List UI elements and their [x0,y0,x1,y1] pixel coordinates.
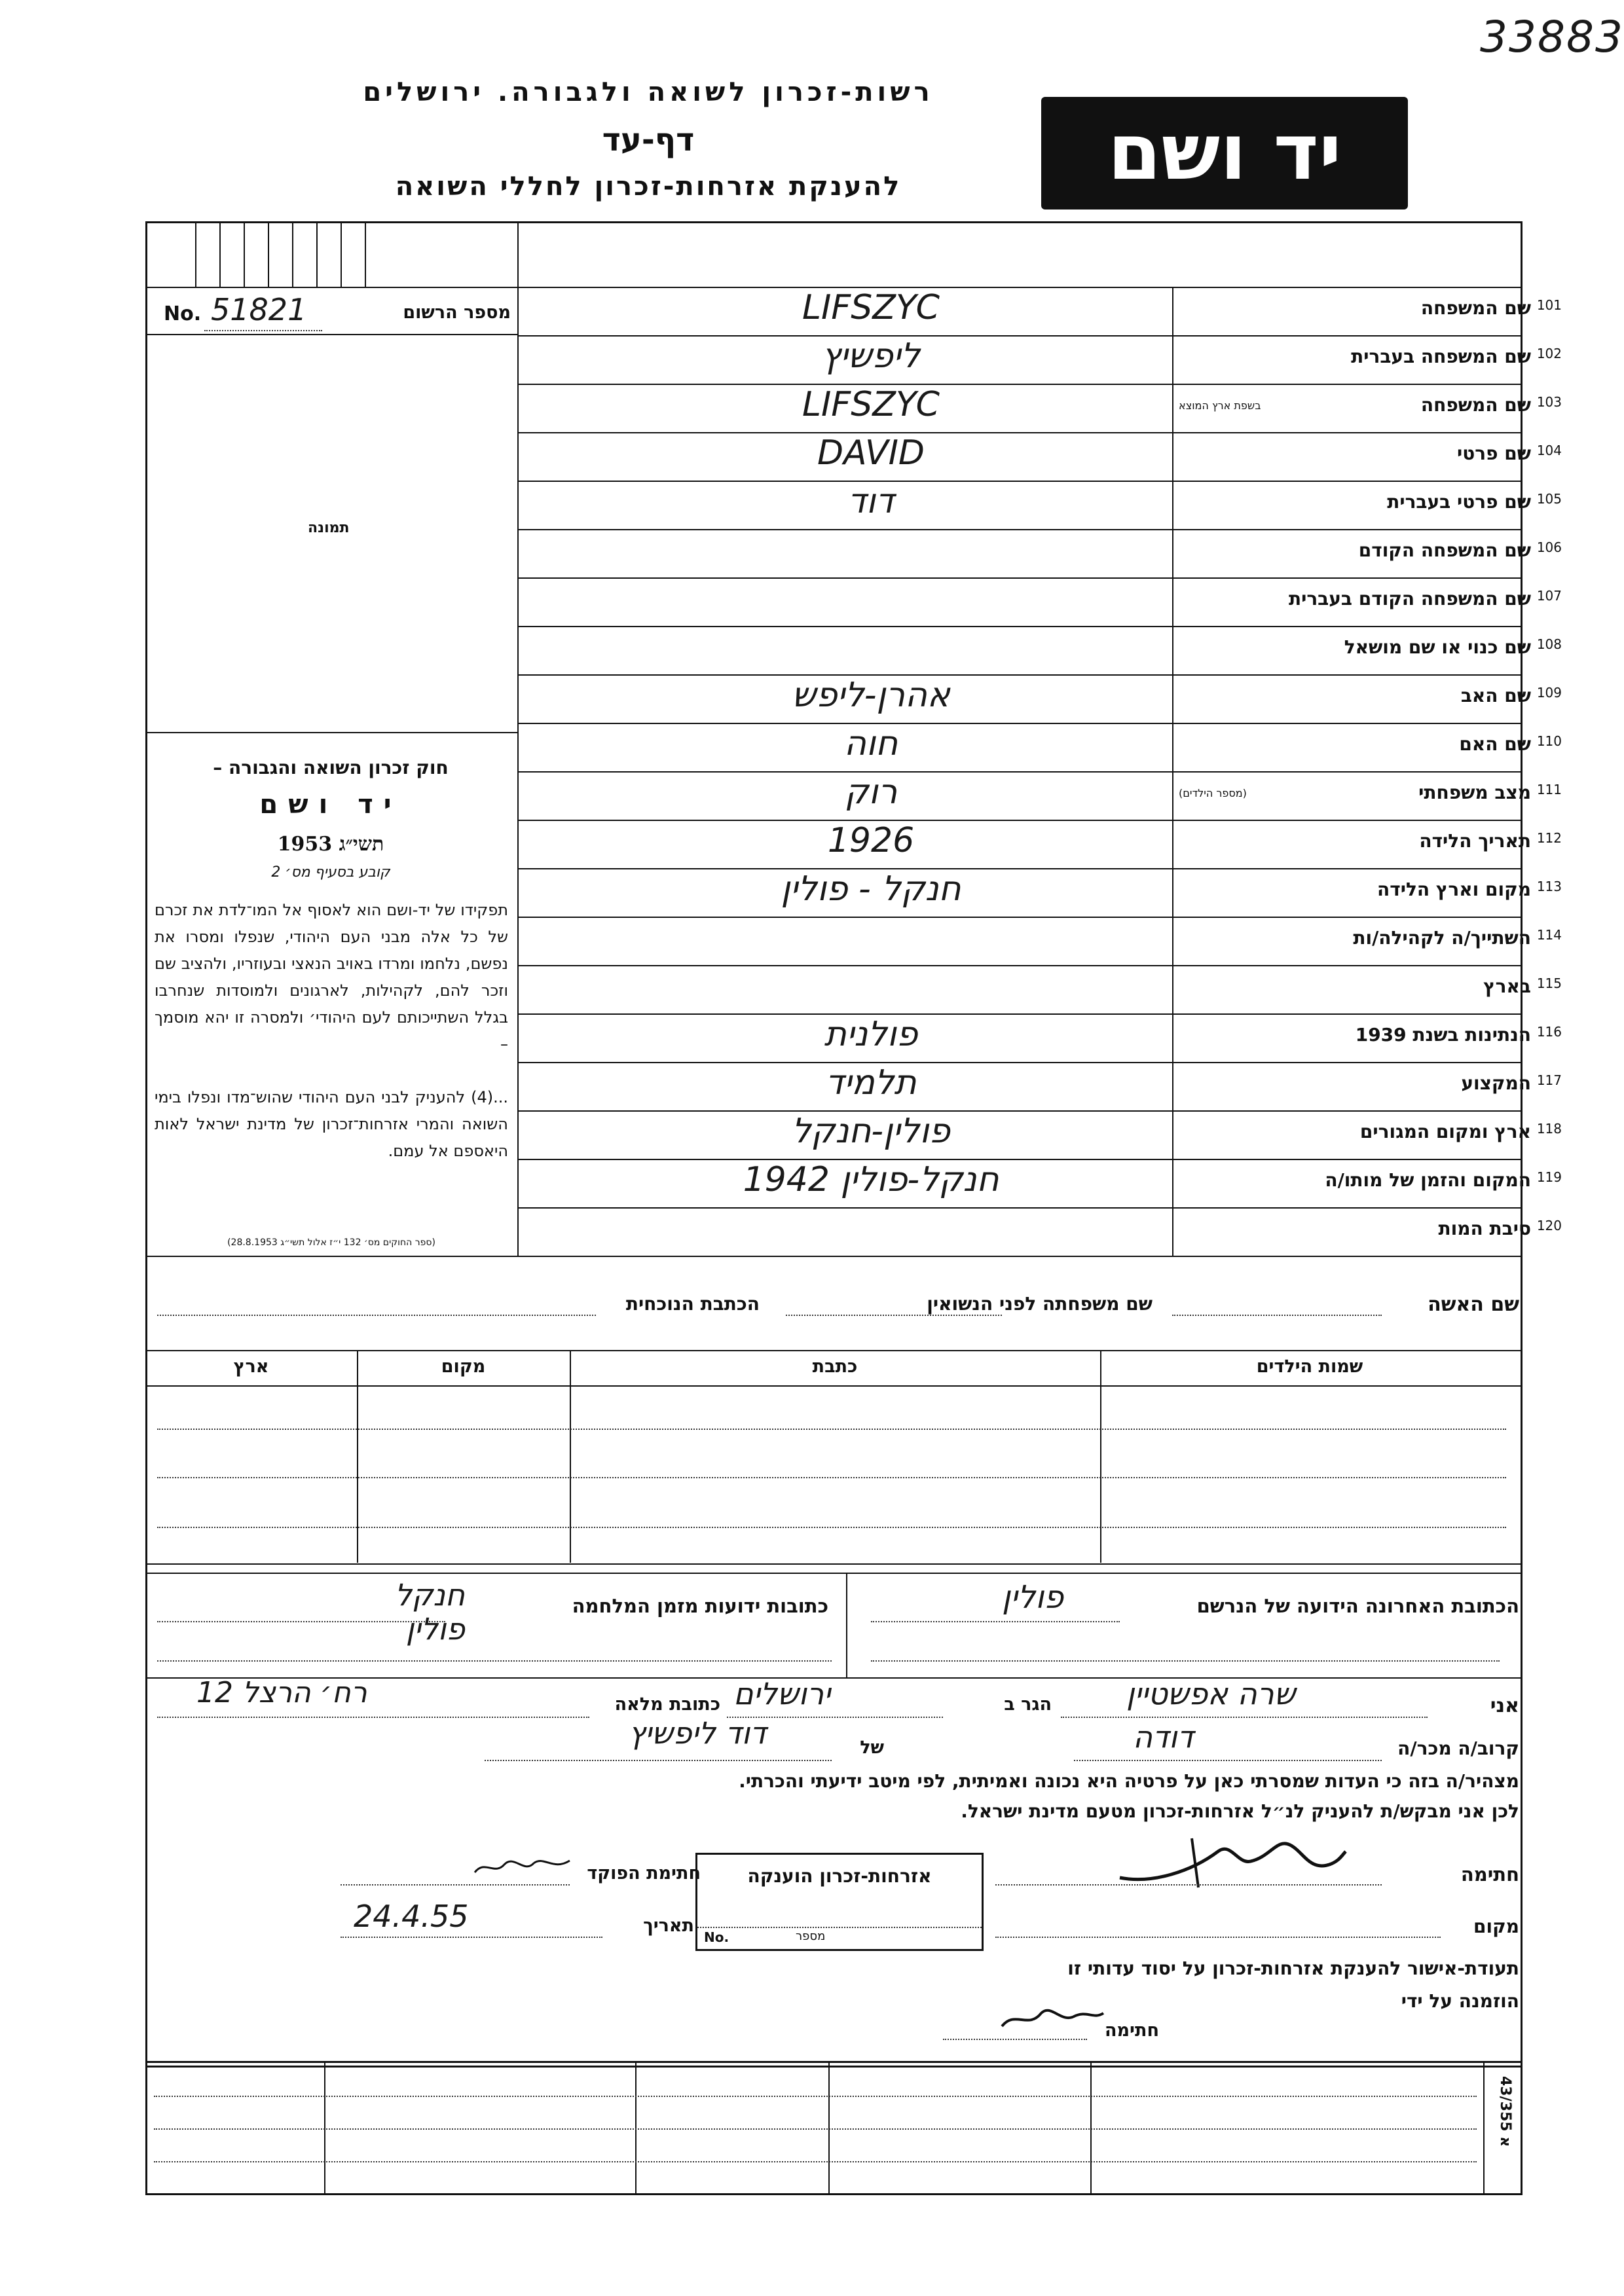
archive-number: 33883 [1480,12,1624,62]
field-label: המקצוע [1461,1072,1531,1094]
last-address-label: הכתובת האחרונה הידועה של הנרשם [1196,1595,1519,1617]
field-label: שם המשפחה הקודם בעברית [1288,588,1531,610]
relation-value: דודה [1133,1719,1194,1755]
field-value[interactable]: 1942 חנקל-פולין [743,1160,999,1199]
field-label: ארץ ומקום המגורים [1359,1121,1531,1142]
relation-label: קרוב/ה מכר/ה [1397,1738,1519,1759]
law-text-2: ...(4) להעניק לבני העם היהודי שהוש־מדו ונפלו בימי השואה והמרי אזרחות־זכרון של מדינת ישראל לאות היאספם אל עמם. [155,1088,508,1160]
field-value[interactable]: תלמיד [825,1063,917,1102]
field-value[interactable]: פולין-חנקל [792,1112,950,1151]
declarant-signature [1113,1825,1349,1908]
field-number: 117 [1536,1072,1562,1088]
field-number: 103 [1536,394,1562,410]
field-label: שם המשפחה הקודם [1358,539,1531,561]
field-label: שם המשפחה [1420,297,1531,319]
certificate-line-2: הוזמנה על ידי [1401,1990,1519,2012]
field-label: שם האב [1460,685,1531,706]
stamp-number-label: מספר [796,1929,826,1943]
declarant-full-address: רח׳ הרצל 12 [196,1676,367,1709]
field-number: 111 [1536,782,1562,797]
field-note: בשפת ארץ המוצא [1179,399,1261,412]
current-address-label: הכתבת הנוכחית [625,1293,760,1315]
registration-no-value: 51821 [211,292,307,327]
field-number: 105 [1536,491,1562,507]
field-value[interactable]: חוה [843,724,898,763]
field-value[interactable]: פולנית [824,1015,918,1054]
certificate-line-1: תעודת-אישור להענקת אזרחות-זכרון על יסוד עדותי זו [1067,1958,1519,1979]
field-number: 102 [1536,346,1562,361]
registration-label: מספר הרשום [403,302,511,323]
field-row-divider [517,529,1522,530]
maiden-name-label: שם משפחתה לפני הנשואין [927,1293,1153,1315]
field-number: 114 [1536,927,1562,943]
declarant-signature-scribble [1113,1825,1349,1897]
field-label: מקום וארץ הלידה [1377,879,1531,900]
photo-label: תמונה [308,520,350,536]
field-label: המקום והזמן של מותו/ה [1325,1169,1531,1191]
children-col-address: כתבת [812,1357,858,1377]
registry-grid [145,2061,1522,2195]
field-value[interactable]: אהרן-ליפש [792,676,950,715]
declarant-city: ירושלים [733,1676,831,1711]
full-address-label: כתובת מלאה [614,1694,720,1715]
yad-vashem-logo [1041,97,1408,210]
field-number: 118 [1536,1121,1562,1137]
place-label: מקום [1473,1916,1519,1937]
field-label: שם פרטי [1456,443,1531,464]
field-row-divider [517,965,1522,966]
field-number: 110 [1536,733,1562,749]
officer-signature-scribble [471,1846,576,1886]
law-source: (ספר החוקים מס׳ 132 י״ז אלול תשי״ג 28.8.1953) [227,1237,435,1248]
header-form-name: דף-עד [602,122,695,158]
law-section: קובע בסעיף מס׳ 2 [271,864,390,881]
field-label: סיבת המות [1438,1218,1531,1239]
field-value[interactable]: 1926 [827,821,915,860]
header-title: רשות-זכרון לשואה ולגבורה. ירושלים [363,77,934,107]
children-col-country: ארץ [233,1357,269,1377]
field-label: בארץ [1483,975,1531,997]
field-value[interactable]: DAVID [817,433,925,473]
field-row-divider [517,917,1522,918]
field-row-divider [517,626,1522,627]
field-value[interactable]: ליפשיץ [821,337,921,376]
field-label: שם כנוי או שם מושאל [1344,636,1531,658]
field-value[interactable]: רוק [844,773,898,812]
declarant-ani-label: אני [1490,1694,1519,1717]
date-label: תאריך [643,1916,694,1936]
field-number: 108 [1536,636,1562,652]
wife-label: שם האשה [1428,1293,1519,1316]
field-label: שם המשפחה [1420,394,1531,416]
field-number: 104 [1536,443,1562,458]
field-row-divider [517,577,1522,579]
field-label: שם פרטי בעברית [1387,491,1531,513]
citizenship-granted-stamp-box [695,1853,984,1951]
children-col-names: שמות הילדים [1256,1357,1363,1377]
field-number: 120 [1536,1218,1562,1233]
law-name: יד ושם [259,790,402,820]
field-number: 109 [1536,685,1562,701]
field-label: תאריך הלידה [1419,830,1531,852]
field-label: שם המשפחה בעברית [1351,346,1531,367]
field-label: מצב משפחתי [1418,782,1531,803]
field-number: 115 [1536,975,1562,991]
field-number: 119 [1536,1169,1562,1185]
stamp-no: No. [704,1929,729,1945]
certificate-signature-label: חתימה [1104,2020,1159,2041]
children-col-place: מקום [441,1357,486,1377]
law-year: תשי״ג 1953 [277,833,384,856]
field-number: 107 [1536,588,1562,604]
registration-no-label: No. [164,302,202,325]
field-value[interactable]: חנקל - פולין [781,869,961,909]
war-address-value: חנקל פולין [394,1577,465,1647]
header-subtitle: להענקת אזרחות-זכרון לחללי השואה [395,172,902,202]
field-label: השתייך/ה לקהילה/ות [1353,927,1531,949]
officer-signature-label: חתימת הפוקד [587,1863,701,1884]
field-note: (מספר הילדים) [1179,787,1247,799]
of-value: דוד ליפשיץ [629,1715,767,1751]
hagar-label: הגר ב [1004,1694,1052,1715]
field-value[interactable]: דוד [847,482,895,521]
field-value[interactable]: LIFSZYC [802,288,940,327]
law-title: חוק זכרון השואה והגבורה – [213,757,449,778]
date-value: 24.4.55 [354,1899,469,1934]
field-row-divider [517,1207,1522,1209]
field-number: 116 [1536,1024,1562,1040]
stamp-title: אזרחות-זכרון הוענקה [747,1865,932,1887]
signature-label: חתימה [1460,1863,1519,1886]
certificate-signature [995,1997,1107,2039]
field-number: 106 [1536,539,1562,555]
footer-code: א 43/355 [1497,2076,1513,2147]
declaration-line-2: לכן אני מבקש/ת להעניק לנ״ל אזרחות-זכרון מטעם מדינת ישראל. [961,1800,1519,1822]
last-address-value: פולין [1002,1579,1064,1616]
of-label: של [860,1738,884,1758]
field-label: שם האם [1459,733,1531,755]
declaration-line-1: מצהיר/ה בזה כי העדות שמסרתי כאן על פרטיה היא נכונה ואמיתית, לפי מיטב ידיעתי והכרתי. [739,1770,1519,1792]
field-number: 113 [1536,879,1562,894]
declarant-name: שרה אפשטיין [1126,1676,1296,1711]
field-number: 112 [1536,830,1562,846]
logo-text: יד ושם [1107,107,1342,197]
law-text: תפקידו של יד-ושם הוא לאסוף אל המו־לדת את זכרם של כל אלה מבני העם היהודי, שנפלו ומסרו את נפשם, נלחמו ומרדו באויב הנאצי ובעוזריו, ולהציב שם וזכר להם, לקהילות, לארגונים ולמוסדות שנחרבו בגלל השתייכותם לעם היהודי׳ ולמסרה זו יהא מוסמך – [155,901,508,1053]
field-label: הנתינות בשנת 1939 [1355,1024,1531,1046]
field-number: 101 [1536,297,1562,313]
field-value[interactable]: LIFSZYC [802,385,940,424]
certificate-signature-scribble [995,1997,1107,2036]
war-address-label: כתובות ידועות מזמן המלחמה [572,1595,828,1617]
